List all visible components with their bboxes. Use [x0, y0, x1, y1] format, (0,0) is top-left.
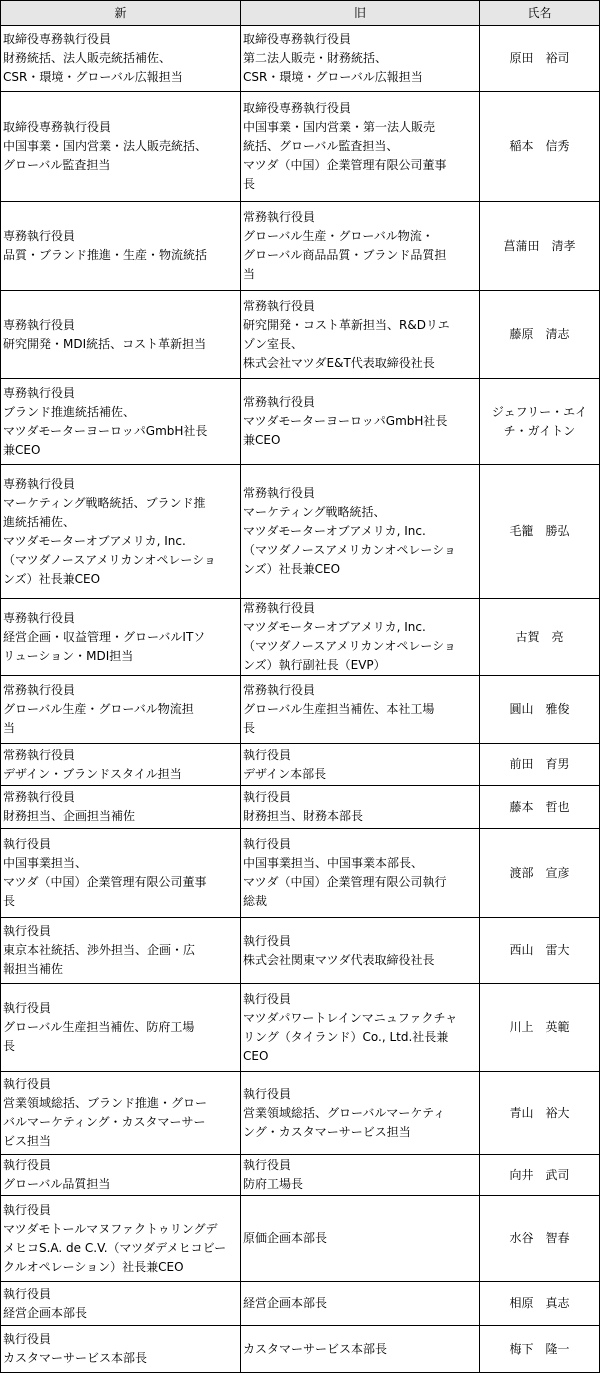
- header-name: 氏名: [480, 1, 600, 26]
- old-position-cell: [241, 1282, 480, 1326]
- new-position-line: 品質・ブランド推進・生産・物流統括: [3, 248, 208, 262]
- old-position-cell: [241, 92, 480, 202]
- officer-name-cell: 毛籠 勝弘: [480, 465, 600, 599]
- new-position-line: リューション・MDI担当: [3, 648, 134, 663]
- old-position-line: 執行役員: [243, 991, 292, 1006]
- table-row: [1, 676, 600, 744]
- new-position-line: ンズ）社長兼CEO: [3, 571, 101, 586]
- new-position-line: 執行役員: [3, 1202, 52, 1217]
- new-position-line: グローバル生産・グローバル物流担: [3, 702, 194, 716]
- new-position-line: 執行役員: [3, 1286, 52, 1301]
- new-position-line: 経営企画本部長: [3, 1305, 88, 1320]
- old-position-line: グローバル商品品質・ブランド品質担: [243, 248, 447, 262]
- old-position-line: 執行役員: [243, 1158, 292, 1172]
- new-position-line: バルマーケティング・カスタマーサー: [3, 1115, 206, 1129]
- old-position-line: マツダモーターオブアメリカ, Inc.: [243, 524, 426, 538]
- table-row: [1, 1282, 600, 1326]
- new-position-cell: [1, 26, 241, 92]
- new-position-cell: [1, 918, 241, 984]
- old-position-cell: [241, 465, 480, 599]
- new-position-line: 報担当補佐: [3, 962, 64, 976]
- old-position-cell: [241, 984, 480, 1072]
- old-position-cell: [241, 291, 480, 379]
- new-position-line: 中国事業・国内営業・法人販売統括、: [3, 139, 208, 153]
- new-position-line: 執行役員: [3, 1158, 52, 1172]
- old-position-cell: [241, 1196, 480, 1282]
- new-position-line: 専務執行役員: [3, 385, 76, 400]
- table-row: [1, 786, 600, 829]
- old-position-line: 経営企画本部長: [243, 1296, 328, 1310]
- old-position-cell: [241, 26, 480, 92]
- new-position-line: 執行役員: [3, 837, 52, 851]
- new-position-cell: [1, 786, 241, 829]
- new-position-cell: [1, 1155, 241, 1196]
- old-position-line: CSR・環境・グローバル広報担当: [243, 70, 423, 84]
- new-position-line: 進統括補佐、: [3, 514, 76, 529]
- officer-name-cell: 向井 武司: [480, 1155, 600, 1196]
- table-row: [1, 599, 600, 676]
- officer-name-cell: 青山 裕大: [480, 1072, 600, 1155]
- new-position-cell: [1, 676, 241, 744]
- new-position-cell: [1, 1282, 241, 1326]
- table-row: [1, 202, 600, 291]
- officer-name-cell: 水谷 智春: [480, 1196, 600, 1282]
- new-position-line: 東京本社統括、渉外担当、企画・広: [3, 943, 196, 957]
- table-body: [1, 26, 600, 1373]
- table-row: [1, 984, 600, 1072]
- old-position-line: グローバル生産・グローバル物流・: [243, 229, 434, 243]
- new-position-line: 常務執行役員: [3, 683, 76, 697]
- old-position-cell: [241, 379, 480, 465]
- old-position-line: ゾン室長、: [243, 336, 304, 351]
- officer-name-cell: 菖蒲田 清孝: [480, 202, 600, 291]
- officer-name-cell: 稲本 信秀: [480, 92, 600, 202]
- old-position-line: 常務執行役員: [243, 601, 316, 615]
- old-position-line: （マツダノースアメリカンオペレーショ: [243, 639, 456, 653]
- table-row: [1, 26, 600, 92]
- new-position-line: 専務執行役員: [3, 317, 76, 332]
- old-position-line: マツダ（中国）企業管理有限公司執行: [243, 875, 447, 889]
- new-position-line: 取締役専務執行役員: [3, 120, 112, 134]
- old-position-line: 総裁: [243, 894, 268, 908]
- new-position-line: デザイン・ブランドスタイル担当: [3, 766, 182, 781]
- new-position-line: グローバル監査担当: [3, 158, 111, 172]
- new-position-cell: [1, 465, 241, 599]
- officer-name-cell: 前田 育男: [480, 744, 600, 786]
- old-position-line: 兼CEO: [243, 433, 281, 447]
- new-position-cell: [1, 1326, 241, 1373]
- table-row: [1, 291, 600, 379]
- old-position-line: マツダ（中国）企業管理有限公司董事: [243, 158, 447, 172]
- new-position-line: 営業領域総括、ブランド推進・グロー: [3, 1096, 208, 1110]
- old-position-line: グローバル生産担当補佐、本社工場: [243, 702, 435, 716]
- old-position-line: マーケティング戦略統括、: [243, 505, 386, 519]
- old-position-line: 統括、グローバル監査担当、: [243, 139, 399, 153]
- old-position-line: 常務執行役員: [243, 298, 316, 313]
- old-position-cell: [241, 676, 480, 744]
- old-position-cell: [241, 1326, 480, 1373]
- new-position-line: グローバル生産担当補佐、防府工場: [3, 1020, 195, 1034]
- table-row: [1, 1072, 600, 1155]
- old-position-line: 常務執行役員: [243, 210, 316, 224]
- table-row: [1, 1196, 600, 1282]
- old-position-line: （マツダノースアメリカンオペレーショ: [243, 543, 456, 557]
- old-position-line: CEO: [243, 1048, 269, 1063]
- officer-name-cell: 相原 真志: [480, 1282, 600, 1326]
- table-row: [1, 1326, 600, 1373]
- new-position-line: （マツダノースアメリカンオペレーショ: [3, 552, 216, 567]
- old-position-line: 執行役員: [243, 933, 292, 948]
- old-position-line: 財務担当、財務本部長: [243, 809, 364, 823]
- officer-name-cell: 川上 英範: [480, 984, 600, 1072]
- officer-name-cell: 藤本 哲也: [480, 786, 600, 829]
- old-position-line: 常務執行役員: [243, 486, 316, 500]
- officer-name-cell: 原田 裕司: [480, 26, 600, 92]
- old-position-line: 営業領域総括、グローバルマーケティ: [243, 1105, 446, 1120]
- new-position-cell: [1, 1072, 241, 1155]
- old-position-line: 執行役員: [243, 747, 292, 762]
- table-row: [1, 379, 600, 465]
- old-position-line: マツダモーターオブアメリカ, Inc.: [243, 620, 426, 634]
- new-position-cell: [1, 829, 241, 918]
- new-position-line: 経営企画・収益管理・グローバルITソ: [3, 629, 206, 644]
- table-row: [1, 92, 600, 202]
- table-row: [1, 1155, 600, 1196]
- old-position-line: 中国事業担当、中国事業本部長、: [243, 856, 424, 870]
- old-position-line: 執行役員: [243, 837, 292, 851]
- old-position-cell: [241, 1072, 480, 1155]
- new-position-cell: [1, 1196, 241, 1282]
- header-row: [1, 1, 600, 26]
- old-position-line: 当: [243, 267, 256, 281]
- old-position-cell: [241, 918, 480, 984]
- officer-name-cell: 西山 雷大: [480, 918, 600, 984]
- new-position-cell: [1, 202, 241, 291]
- old-position-cell: [241, 202, 480, 291]
- old-position-line: マツダパワートレインマニュファクチャ: [243, 1010, 458, 1025]
- table-row: [1, 744, 600, 786]
- old-position-line: 中国事業・国内営業・第一法人販売: [243, 120, 436, 134]
- new-position-line: 執行役員: [3, 1077, 52, 1091]
- old-position-line: ンズ）社長兼CEO: [243, 562, 341, 576]
- officer-name-cell: 古賀 亮: [480, 599, 600, 676]
- new-position-line: 中国事業担当、: [3, 856, 88, 870]
- new-position-line: マツダ（中国）企業管理有限公司董事: [3, 875, 207, 889]
- new-position-line: マーケティング戦略統括、ブランド推: [3, 495, 206, 510]
- officer-name-cell: 梅下 隆一: [480, 1326, 600, 1373]
- officer-name-cell: ジェフリー・エイチ・ガイトン: [480, 379, 600, 465]
- header-old: 旧: [241, 1, 480, 26]
- old-position-line: 第二法人販売・財務統括、: [243, 51, 388, 65]
- new-position-line: 兼CEO: [3, 442, 41, 457]
- old-position-line: カスタマーサービス本部長: [243, 1341, 388, 1356]
- new-position-line: CSR・環境・グローバル広報担当: [3, 70, 183, 84]
- new-position-line: 専務執行役員: [3, 610, 76, 625]
- new-position-line: 執行役員: [3, 1332, 52, 1346]
- table-row: [1, 829, 600, 918]
- old-position-line: 研究開発・コスト革新担当、R&Dリエ: [243, 317, 450, 332]
- new-position-line: 長: [3, 1039, 16, 1053]
- old-position-line: 原価企画本部長: [243, 1231, 328, 1245]
- old-position-line: 株式会社マツダE&T代表取締役社長: [243, 355, 435, 370]
- header-new: 新: [1, 1, 241, 26]
- new-position-line: マツダモーターヨーロッパGmbH社長: [3, 423, 208, 438]
- new-position-line: メヒコS.A. de C.V.（マツダデメヒコビー: [3, 1240, 227, 1255]
- old-position-line: 取締役専務執行役員: [243, 101, 352, 115]
- old-position-line: 常務執行役員: [243, 683, 316, 697]
- officer-name-cell: 圓山 雅俊: [480, 676, 600, 744]
- new-position-cell: [1, 744, 241, 786]
- old-position-line: 株式会社関東マツダ代表取締役社長: [243, 952, 435, 967]
- new-position-line: マツダモトールマヌファクトゥリングデ: [3, 1221, 218, 1236]
- old-position-line: デザイン本部長: [243, 766, 327, 781]
- old-position-line: 常務執行役員: [243, 395, 316, 409]
- new-position-cell: [1, 984, 241, 1072]
- new-position-line: マツダモーターオブアメリカ, Inc.: [3, 533, 186, 548]
- new-position-line: カスタマーサービス本部長: [3, 1351, 148, 1365]
- officer-name-cell: 藤原 清志: [480, 291, 600, 379]
- new-position-line: 常務執行役員: [3, 790, 76, 804]
- new-position-cell: [1, 92, 241, 202]
- old-position-line: ング・カスタマーサービス担当: [243, 1124, 411, 1139]
- old-position-cell: [241, 829, 480, 918]
- new-position-line: 財務担当、企画担当補佐: [3, 809, 136, 823]
- new-position-line: 執行役員: [3, 1001, 52, 1015]
- old-position-line: 取締役専務執行役員: [243, 32, 352, 46]
- old-position-cell: [241, 599, 480, 676]
- new-position-cell: [1, 599, 241, 676]
- old-position-line: 長: [243, 177, 256, 191]
- new-position-line: 長: [3, 894, 16, 908]
- new-position-line: クルオペレーション）社長兼CEO: [3, 1259, 184, 1274]
- old-position-line: 長: [243, 721, 256, 735]
- new-position-line: 財務統括、法人販売統括補佐、: [3, 51, 172, 65]
- new-position-cell: [1, 379, 241, 465]
- new-position-line: 取締役専務執行役員: [3, 32, 112, 46]
- new-position-cell: [1, 291, 241, 379]
- new-position-line: 当: [3, 721, 16, 735]
- old-position-line: ンズ）執行副社長（EVP）: [243, 658, 386, 672]
- old-position-cell: [241, 1155, 480, 1196]
- new-position-line: グローバル品質担当: [3, 1177, 111, 1191]
- new-position-line: 専務執行役員: [3, 229, 76, 243]
- new-position-line: 常務執行役員: [3, 747, 76, 762]
- old-position-cell: [241, 786, 480, 829]
- old-position-line: 執行役員: [243, 1086, 292, 1101]
- old-position-cell: [241, 744, 480, 786]
- old-position-line: 防府工場長: [243, 1177, 304, 1191]
- table-row: [1, 918, 600, 984]
- officer-name-cell: 渡部 宣彦: [480, 829, 600, 918]
- old-position-line: 執行役員: [243, 790, 292, 804]
- new-position-line: ビス担当: [3, 1134, 52, 1148]
- table-row: [1, 465, 600, 599]
- new-position-line: 研究開発・MDI統括、コスト革新担当: [3, 336, 207, 351]
- new-position-line: 執行役員: [3, 924, 52, 938]
- old-position-line: マツダモーターヨーロッパGmbH社長: [243, 414, 448, 428]
- new-position-line: ブランド推進統括補佐、: [3, 404, 136, 419]
- old-position-line: リング（タイランド）Co., Ltd.社長兼: [243, 1029, 449, 1044]
- new-position-line: 専務執行役員: [3, 476, 76, 491]
